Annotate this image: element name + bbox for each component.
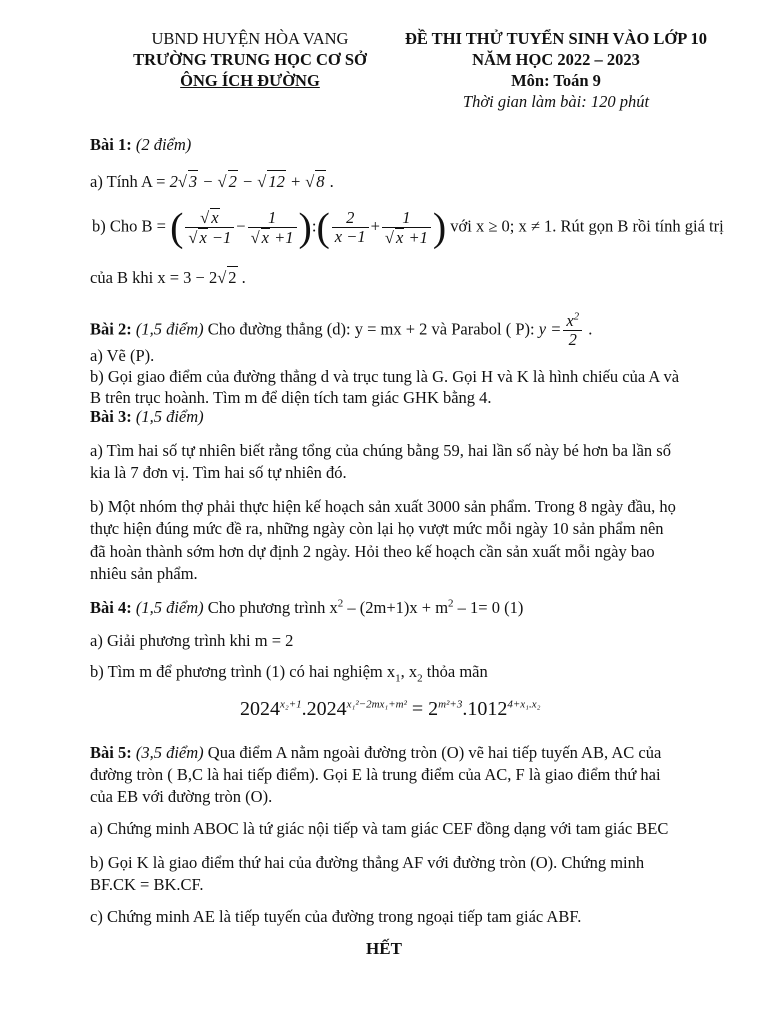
bai4-b: b) Tìm m để phương trình (1) có hai nghiệm $x_1$, $x_2$ thỏa mãn [90, 662, 488, 685]
bai1-heading: Bài 1: (2 điểm) [90, 135, 192, 154]
bai2-b-line2: B trên trục hoành. Tìm m để diện tích tam giác GHK bằng 4. [90, 388, 492, 407]
exam-title: ĐỀ THI THỬ TUYỂN SINH VÀO LỚP 10 [404, 29, 708, 48]
bai5-a: a) Chứng minh ABOC là tứ giác nội tiếp và tam giác CEF đồng dạng với tam giác BEC [90, 819, 669, 838]
bai4-a: a) Giải phương trình khi m = 2 [90, 631, 294, 650]
bai3-b-line1: b) Một nhóm thợ phải thực hiện kế hoạch sản xuất 3000 sản phẩm. Trong 8 ngày đầu, họ [90, 497, 676, 516]
bai1-a: a) Tính A = 2√ 3 − √ 2 − √ 12 + √ 8 . [90, 172, 334, 191]
header-left [102, 28, 398, 91]
bai3-a-line1: a) Tìm hai số tự nhiên biết rằng tổng của chúng bằng 59, hai lần số này bé hơn ba lần số [90, 441, 671, 460]
bai3-b-line2: thực hiện đúng mức đề ra, những ngày còn lại họ vượt mức mỗi ngày 10 sản phẩm nên [90, 519, 664, 538]
bai2-b-line1: b) Gọi giao điểm của đường thẳng d và trục tung là G. Gọi H và K là hình chiếu của A và [90, 367, 680, 386]
header-right [384, 28, 728, 112]
bai5-b-line1: b) Gọi K là giao điểm thứ hai của đường thẳng AF với đường tròn (O). Chứng minh [90, 853, 645, 872]
bai4-heading: Bài 4: (1,5 điểm) Cho phương trình $x^2 - (2m+1)x + m^2 - 1= 0$ (1) [90, 597, 524, 617]
bai1-b-line2: của B khi x = 3 − 2√ 2 . [90, 268, 246, 287]
end-marker: HẾT [366, 939, 402, 958]
bai1-b: b) Cho B = ( $\frac{√ x}{√ x -1}$ − $\frac{1}{√ x +1}$ ):( $\frac{2}{x -1}$ + $\frac{1}{√ x +1}$ ) với x ≥ 0; x ≠ 1. Rút gọn B rồi tính giá trị [92, 204, 724, 250]
bai2-a: a) Vẽ (P). [90, 346, 155, 365]
school-type: TRƯỜNG TRUNG HỌC CƠ SỞ [133, 50, 367, 69]
bai5-c: c) Chứng minh AE là tiếp tuyến của đường trong ngoại tiếp tam giác ABF. [90, 907, 582, 926]
bai5-line3: của EB với đường tròn (O). [90, 787, 273, 806]
school-year: NĂM HỌC 2022 – 2023 [472, 50, 640, 69]
bai5-b-line2: BF.CK = BK.CF. [90, 875, 204, 894]
bai5-line2: đường tròn ( B,C là hai tiếp điểm). Gọi E là trung điểm của AC, F là giao điểm thứ hai [90, 765, 661, 784]
bai3-b-line3: đã hoàn thành sớm hơn dự định 2 ngày. Hỏi theo kế hoạch cần sản xuất mỗi ngày bao [90, 542, 655, 561]
duration: Thời gian làm bài: 120 phút [462, 92, 650, 111]
school-name: ÔNG ÍCH ĐƯỜNG [180, 71, 320, 90]
bai2-heading: Bài 2: (1,5 điểm) Cho đường thẳng (d): y = mx + 2 và Parabol ( P): y = $\frac{x^2}{2}$ . [90, 310, 593, 349]
bai4-condition-equation: $2024^{x_2+1}.2024^{x_1^2-2mx_1+m^2} = 2^{m^2+3}.1012^{4+x_1.x_2}$ [240, 698, 541, 720]
bai5-heading: Bài 5: (3,5 điểm) Qua điểm A nằm ngoài đường tròn (O) vẽ hai tiếp tuyến AB, AC của [90, 743, 662, 762]
bai3-heading: Bài 3: (1,5 điểm) [90, 407, 204, 426]
bai3-b-line4: nhiêu sản phẩm. [90, 564, 198, 583]
bai3-a-line2: kia là 7 đơn vị. Tìm hai số tự nhiên đó. [90, 463, 347, 482]
district-name: UBND HUYỆN HÒA VANG [151, 29, 349, 48]
subject: Môn: Toán 9 [511, 71, 601, 90]
